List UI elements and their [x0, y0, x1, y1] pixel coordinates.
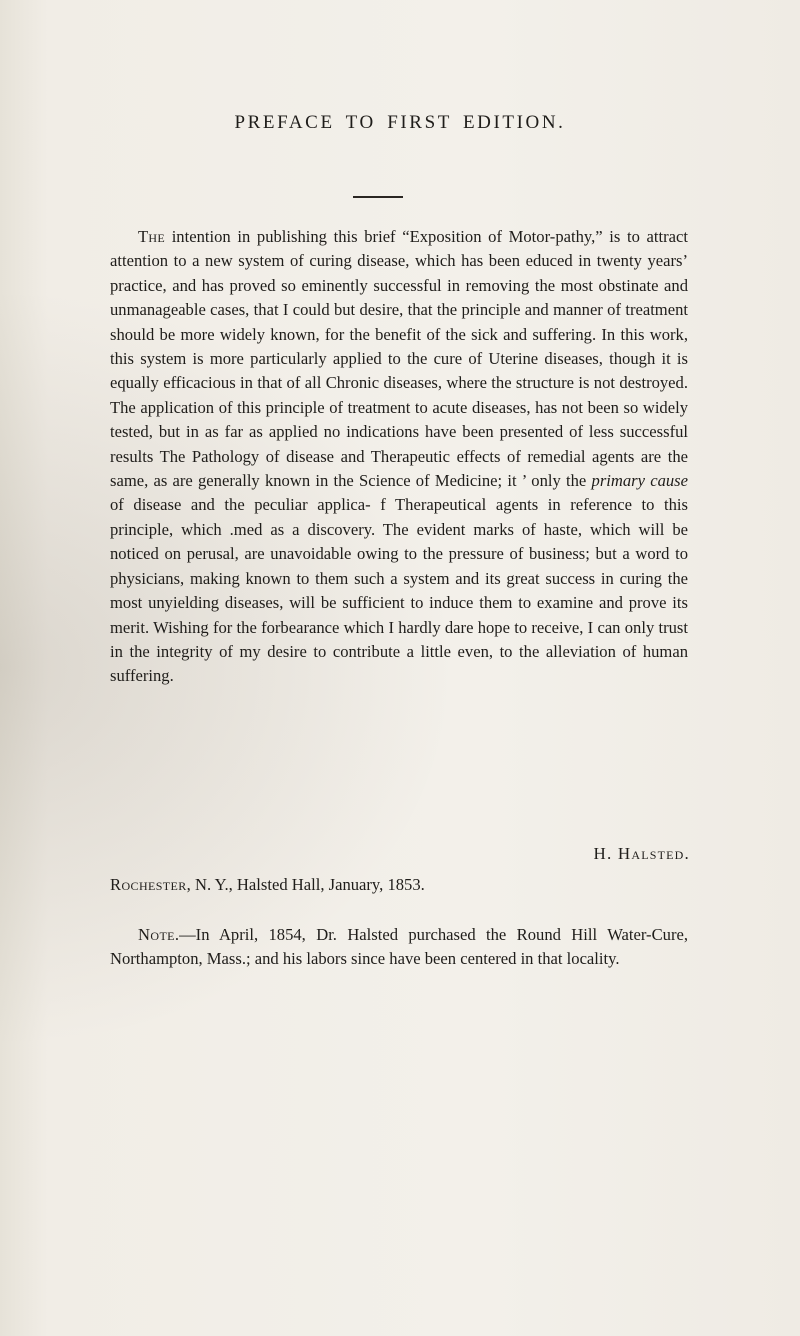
page-title: PREFACE TO FIRST EDITION. [234, 112, 566, 133]
dateline-rest: , N. Y., Halsted Hall, January, 1853. [186, 875, 425, 894]
preface-paragraph [110, 225, 688, 689]
title-divider [353, 196, 403, 198]
dateline [110, 875, 688, 895]
note-text: .—In April, 1854, Dr. Halsted purchased the Round Hill Water-Cure, Northampton, Mass.; and his labors since have been centered in that locality. [110, 925, 688, 969]
preface-lead-word: The [138, 227, 166, 246]
note-lead-word: Note [138, 925, 175, 944]
dateline-place: Rochester [110, 875, 187, 894]
preface-text-part2: of disease and the peculiar applica- f Therapeutical agents in reference to this principle, which .med as a discovery. The evident marks of haste, which will be noticed on perusal, are unavoidable owing to the pressure of business; but a word to physicians, making known to them such a system and its great success in curing the most unyielding diseases, will be sufficient to induce them to examine and prove its merit. Wishing for the forbearance which I hardly dare hope to receive, I can only trust in the integrity of my desire to contribute a little even, to the alleviation of human suffering. [110, 495, 688, 686]
preface-emphasis: primary cause [591, 471, 688, 491]
preface-text-part1: intention in publishing this brief “Exposition of Motor-pathy,” is to attract attention to a new system of curing disease, which has been educed in twenty years’ practice, and has proved so eminently successful in removing the most obstinate and unmanageable cases, that I could but desire, that the principle and manner of treatment should be more widely known, for the benefit of the sick and suffering. In this work, this system is more particularly applied to the cure of Uterine diseases, though it is equally efficacious in that of all Chronic diseases, where the structure is not destroyed. The application of this principle of treatment to acute diseases, has not been so widely tested, but in as far as applied no indications have been presented of less successful results The Pathology of disease and Therapeutic effects of remedial agents are the same, as are generally known in the Science of Medicine; it ’ only the [110, 227, 688, 491]
note-paragraph [110, 923, 688, 972]
author-signature: H. Halsted. [593, 844, 690, 863]
